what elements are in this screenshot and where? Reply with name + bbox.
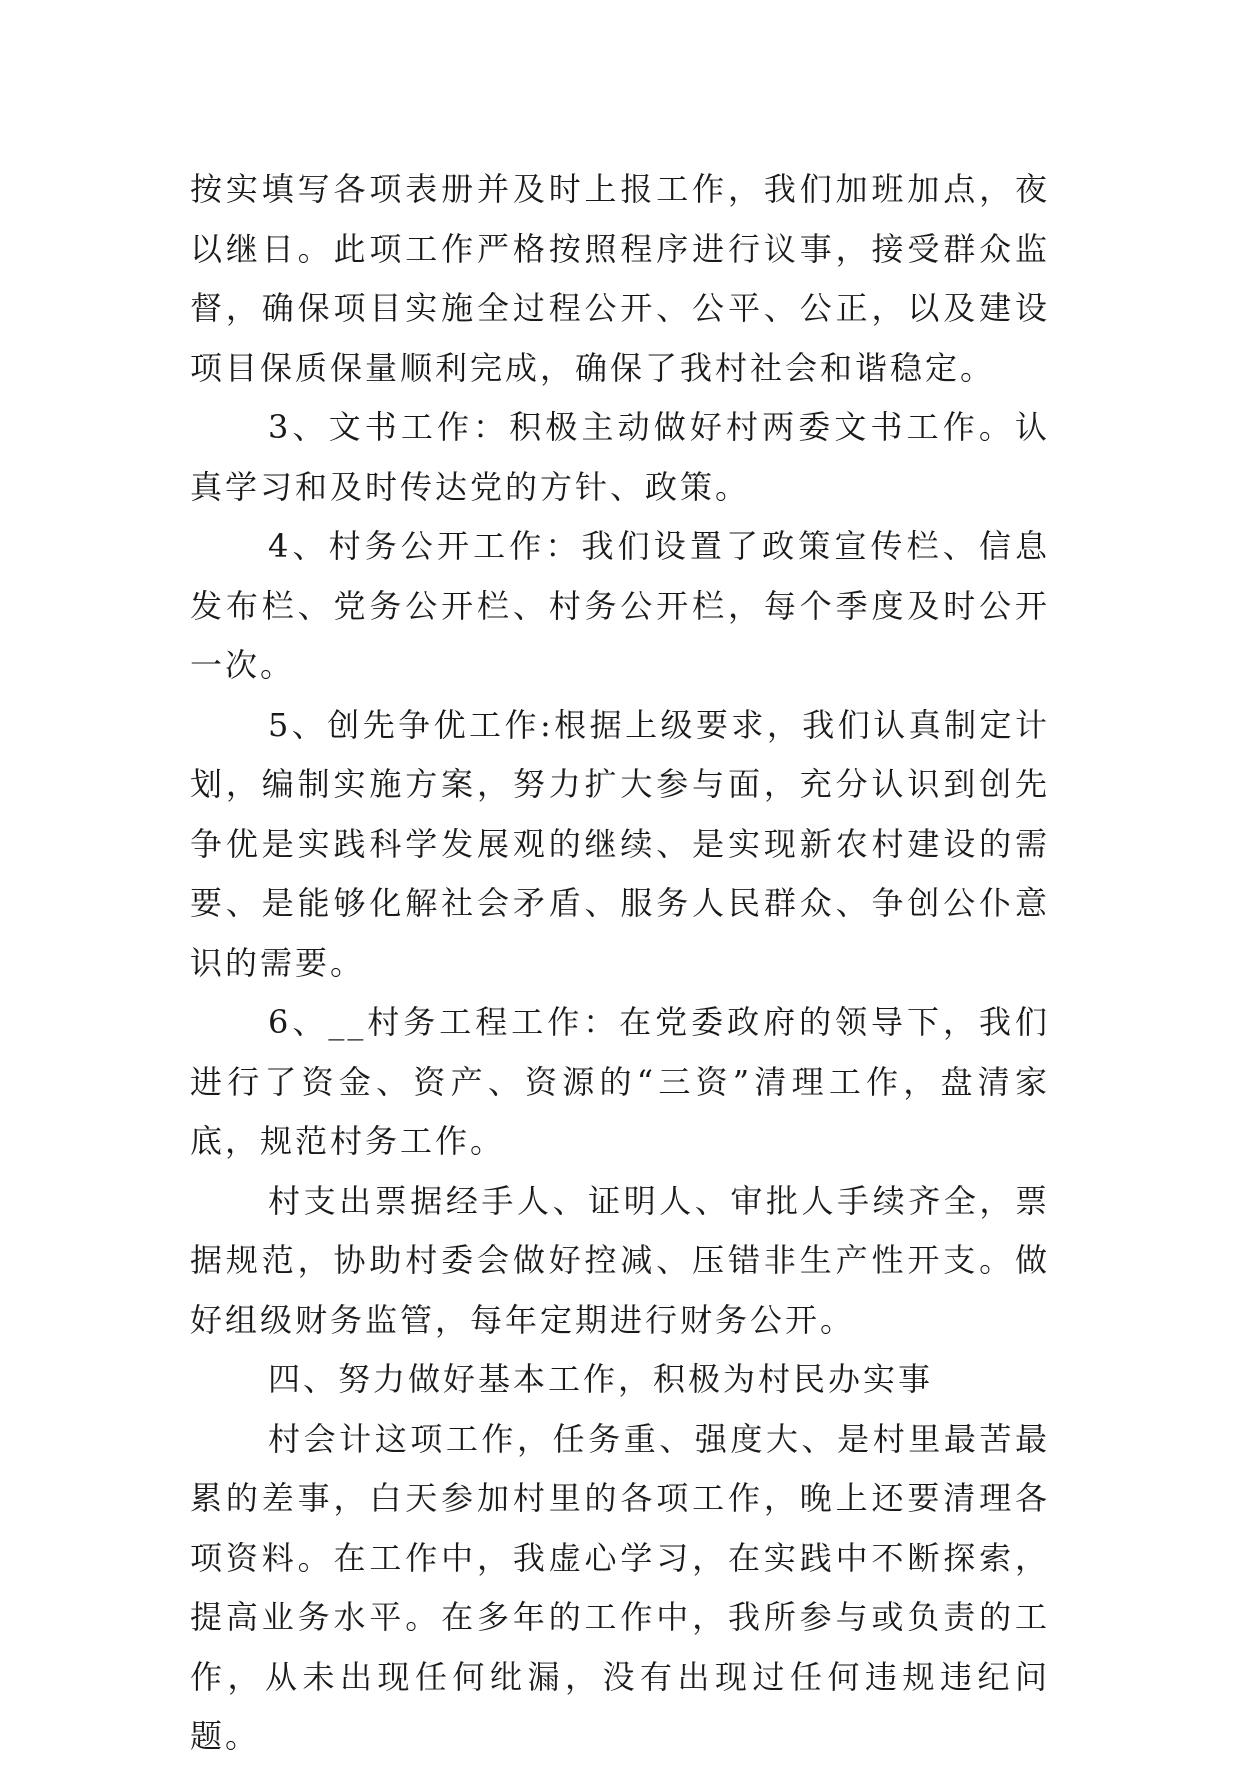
paragraph-item-3-document-work: 3、文书工作：积极主动做好村两委文书工作。认真学习和及时传达党的方针、政策。 [190, 408, 1050, 506]
paragraph-item-6-village-engineering: 6、__村务工程工作：在党委政府的领导下，我们进行了资金、资产、资源的“三资”清理工作，盘清家底，规范村务工作。 [190, 1003, 1050, 1160]
document-body [190, 160, 1050, 1767]
paragraph-continuation: 按实填写各项表册并及时上报工作，我们加班加点，夜以继日。此项工作严格按照程序进行议事，接受群众监督，确保项目实施全过程公开、公平、公正，以及建设项目保质保量顺利完成，确保了我村社会和谐稳定。 [190, 170, 1050, 387]
section-heading-four: 四、努力做好基本工作，积极为村民办实事 [268, 1360, 934, 1398]
paragraph-item-4-village-affairs-disclosure: 4、村务公开工作：我们设置了政策宣传栏、信息发布栏、党务公开栏、村务公开栏，每个季度及时公开一次。 [190, 527, 1050, 684]
paragraph-item-5-excellence-work: 5、创先争优工作:根据上级要求，我们认真制定计划，编制实施方案，努力扩大参与面，充分认识到创先争优是实践科学发展观的继续、是实现新农村建设的需要、是能够化解社会矛盾、服务人民群众、争创公仆意识的需要。 [190, 705, 1050, 982]
paragraph-expense-receipts: 村支出票据经手人、证明人、审批人手续齐全，票据规范，协助村委会做好控减、压错非生产性开支。做好组级财务监管，每年定期进行财务公开。 [190, 1181, 1050, 1339]
paragraph-accountant-work: 村会计这项工作，任务重、强度大、是村里最苦最累的差事，白天参加村里的各项工作，晚上还要清理各项资料。在工作中，我虚心学习，在实践中不断探索，提高业务水平。在多年的工作中，我所参与或负责的工作，从未出现任何纰漏，没有出现过任何违规违纪问题。 [190, 1419, 1050, 1755]
